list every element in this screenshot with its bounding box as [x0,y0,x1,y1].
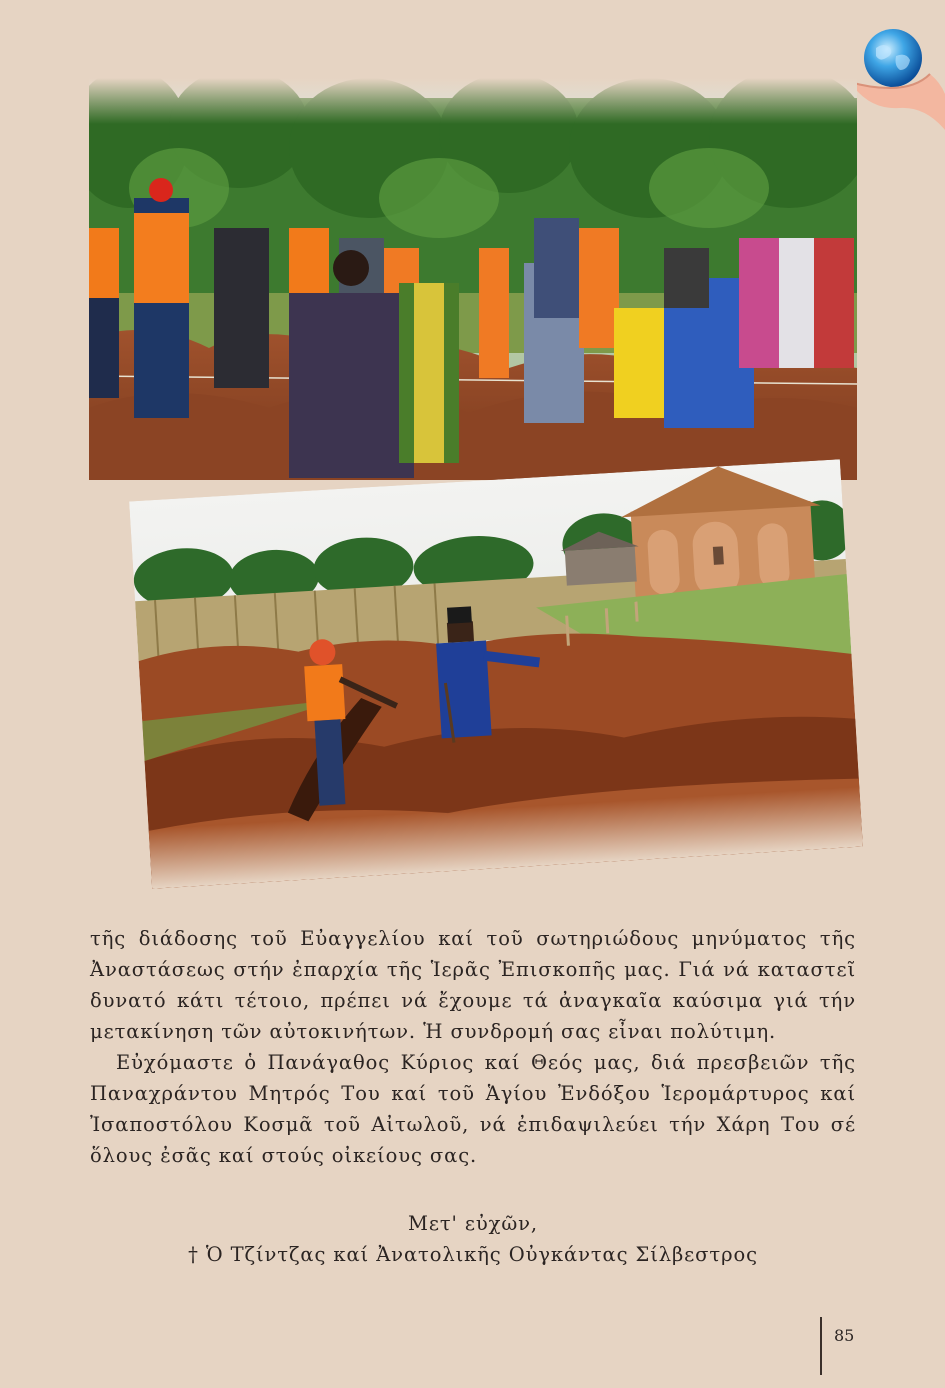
body-text [90,923,856,1171]
page-number-rule [820,1317,822,1375]
closing-greeting: Μετ' εὐχῶν, [407,1212,539,1235]
globe-in-hand-icon [846,26,945,130]
body-paragraph-2: Εὐχόμαστε ὁ Πανάγαθος Κύριος καί Θεός μας, διά πρεσβειῶν τῆς Παναχράντου Μητρός Του καί τοῦ Ἁγίου Ἐνδόξου Ἱερομάρτυρος καί Ἰσαποστόλου Κοσμᾶ τοῦ Αἰτωλοῦ, νά ἐπιδαψιλεύει τήν Χάρη Του σέ ὅλους ἐσᾶς καί στούς οἰκείους σας. [90,1051,856,1167]
body-paragraph-1: τῆς διάδοσης τοῦ Εὐαγγελίου καί τοῦ σωτηριώδους μηνύματος τῆς Ἀναστάσεως στήν ἐπαρχία τῆς Ἱερᾶς Ἐπισκοπῆς μας. Γιά νά καταστεῖ δυνατό κάτι τέτοιο, πρέπει νά ἔχουμε τά ἀναγκαῖα καύσιμα γιά τήν μετακίνηση τῶν αὐτοκινήτων. Ἡ συνδρομή σας εἶναι πολύτιμη. [90,927,856,1043]
closing-block [90,1208,856,1270]
signature: † Ὁ Τζίντζας καί Ἀνατολικῆς Οὐγκάντας Σίλβεστρος [188,1243,758,1266]
ceremony-photo [89,78,857,480]
page-number: 85 [834,1326,855,1345]
church-foundation-photo [129,459,863,889]
